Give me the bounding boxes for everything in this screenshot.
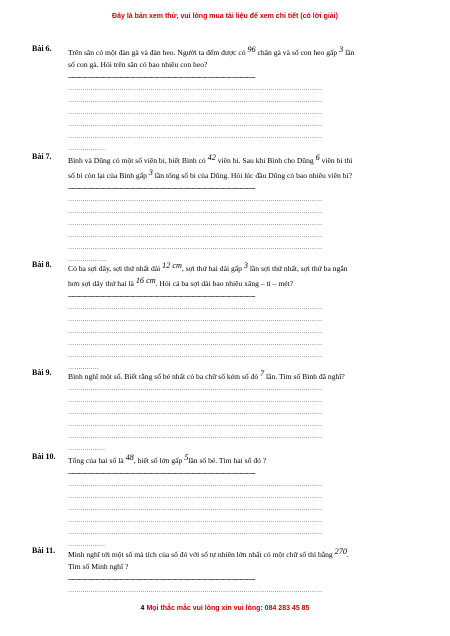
answer-line[interactable]: …………………………………………………………………………………………………………… — [68, 122, 323, 128]
problem-text-line: số con gà. Hỏi trên sân có bao nhiêu con heo? — [68, 60, 208, 69]
math-value: 16 cm — [135, 276, 156, 285]
preview-banner: Đây là bản xem thử, vui lòng mua tài liệu để xem chi tiết (có lời giải) — [112, 13, 338, 20]
math-value: 96 — [247, 45, 256, 54]
problem-text-line — [68, 260, 422, 275]
text-segment: chân gà và số con heo gấp — [255, 48, 340, 57]
math-value: 270 — [334, 547, 347, 556]
text-segment: Tổng của hai số là — [68, 456, 126, 465]
answer-line[interactable]: ............................................................................................................................................................ — [68, 470, 256, 476]
problem-text-line — [68, 275, 422, 290]
problem-text-line — [68, 452, 422, 467]
problem-10 — [32, 452, 422, 551]
problem-label: Bài 11. — [32, 546, 56, 555]
answer-line[interactable]: …………………………………………………………………………………………………………… — [68, 86, 323, 92]
answer-line[interactable]: …………… — [68, 365, 99, 371]
problem-text-line — [68, 546, 422, 561]
page-footer — [0, 605, 450, 612]
answer-line[interactable]: …………………………………………………………………………………………………………… — [68, 209, 323, 215]
math-value: 42 — [207, 153, 216, 162]
text-segment: hơn sợi dây thứ hai là — [68, 279, 136, 288]
math-value: 12 cm — [162, 261, 182, 270]
text-segment: . — [346, 550, 349, 559]
math-value: 5 — [184, 453, 189, 462]
math-value: 48 — [125, 453, 134, 462]
answer-line[interactable]: …………………………………………………………………………………………………………… — [68, 329, 323, 335]
problem-label: Bài 6. — [32, 44, 52, 53]
problem-text-line — [68, 152, 422, 167]
answer-line[interactable]: …………………………………………………………………………………………………………… — [68, 482, 323, 488]
math-value: 3 — [243, 261, 248, 270]
answer-line[interactable]: ............................................................................................................................................................ — [68, 293, 256, 299]
text-segment: lần số bé. Tìm hai số đó ? — [188, 456, 267, 465]
answer-line[interactable]: …………………………………………………………………………………………………………… — [68, 494, 323, 500]
problem-text-line — [68, 368, 422, 383]
answer-line[interactable]: …………………………………………………………………………………………………………… — [68, 506, 323, 512]
math-value: 6 — [315, 153, 320, 162]
answer-line[interactable]: …………………………………………………………………………………………………………… — [68, 588, 323, 594]
answer-line[interactable]: …………………………………………………………………………………………………………… — [68, 221, 323, 227]
page-number: 4 — [140, 605, 145, 612]
answer-line[interactable]: …………………………………………………………………………………………………………… — [68, 530, 323, 536]
problem-6 — [32, 44, 422, 155]
text-segment: . Hỏi cả ba sợi dài bao nhiêu xăng – ti – mét? — [155, 279, 294, 288]
answer-line[interactable]: …………………………………………………………………………………………………………… — [68, 110, 323, 116]
answer-line[interactable]: …………………………………………………………………………………………………………… — [68, 197, 323, 203]
answer-line[interactable]: ............................................................................................................................................................ — [68, 576, 256, 582]
answer-line[interactable]: ………………. — [68, 257, 107, 263]
problem-text-line: Tìm số Minh nghĩ ? — [68, 562, 129, 571]
text-segment: Trên sân có một đàn gà và đàn heo. Người ta đếm được có — [68, 48, 248, 57]
problem-8 — [32, 260, 422, 374]
problem-label: Bài 10. — [32, 452, 56, 461]
text-segment: Bình nghĩ một số. Biết rằng số bé nhất có ba chữ số kém số đó — [68, 372, 261, 381]
problem-label: Bài 8. — [32, 260, 52, 269]
answer-line[interactable]: …………………………………………………………………………………………………………… — [68, 317, 323, 323]
problem-9 — [32, 368, 422, 455]
answer-line[interactable]: …………………………………………………………………………………………………………… — [68, 422, 323, 428]
answer-line[interactable]: …………………………………………………………………………………………………………… — [68, 518, 323, 524]
text-segment: lần — [343, 48, 355, 57]
footer-contact: Mọi thắc mắc vui lòng xin vui lòng: 084 283 45 85 — [146, 605, 310, 612]
answer-line[interactable]: …………………………………………………………………………………………………………… — [68, 98, 323, 104]
math-value: 3 — [339, 45, 344, 54]
problem-11 — [32, 546, 422, 597]
answer-line[interactable]: ............................................................................................................................................................ — [68, 74, 256, 80]
problem-label: Bài 9. — [32, 368, 52, 377]
text-segment: viên bi thì — [319, 156, 353, 165]
answer-line[interactable]: …………………………………………………………………………………………………………… — [68, 341, 323, 347]
answer-line[interactable]: …………………………………………………………………………………………………………… — [68, 305, 323, 311]
answer-line[interactable]: ……………… — [68, 542, 106, 548]
text-segment: số bi còn lại của Bình gấp — [68, 171, 149, 180]
problem-7 — [32, 152, 422, 266]
problem-label: Bài 7. — [32, 152, 52, 161]
problem-text-line — [68, 44, 422, 59]
text-segment: , sợi thứ hai dài gấp — [181, 264, 244, 273]
answer-line[interactable]: …………………………………………………………………………………………………………… — [68, 410, 323, 416]
math-value: 7 — [260, 369, 265, 378]
answer-line[interactable]: …………………………………………………………………………………………………………… — [68, 245, 323, 251]
text-segment: Có ba sợi dây, sợi thứ nhất dài — [68, 264, 163, 273]
problem-text-line — [68, 167, 422, 182]
text-segment: viên bi. Sau khi Bình cho Dũng — [215, 156, 316, 165]
text-segment: lần. Tìm số Bình đã nghĩ? — [264, 372, 345, 381]
text-segment: , biết số lớn gấp — [133, 456, 185, 465]
answer-line[interactable]: …………………………………………………………………………………………………………… — [68, 434, 323, 440]
text-segment: lần sợi thứ nhất, sợi thứ ba ngắn — [247, 264, 348, 273]
answer-line[interactable]: …………………………………………………………………………………………………………… — [68, 134, 323, 140]
answer-line[interactable]: ……………… — [68, 446, 106, 452]
text-segment: Minh nghĩ tới một số mà tích của số đó với số tự nhiên lớn nhất có một chữ số thì bằng — [68, 550, 335, 559]
answer-line[interactable]: …………………………………………………………………………………………………………… — [68, 398, 323, 404]
math-value: 3 — [148, 168, 153, 177]
answer-line[interactable]: ............................................................................................................................................................ — [68, 185, 256, 191]
answer-line[interactable]: …………………………………………………………………………………………………………… — [68, 353, 323, 359]
answer-line[interactable]: …………………………………………………………………………………………………………… — [68, 386, 323, 392]
answer-line[interactable]: …………………………………………………………………………………………………………… — [68, 233, 323, 239]
text-segment: lần tổng số bi của Dũng. Hỏi lúc đầu Dũng có bao nhiêu viên bi? — [152, 171, 352, 180]
answer-line[interactable]: ……………… — [68, 146, 106, 152]
text-segment: Bình và Dũng có một số viên bi, biết Bình có — [68, 156, 208, 165]
